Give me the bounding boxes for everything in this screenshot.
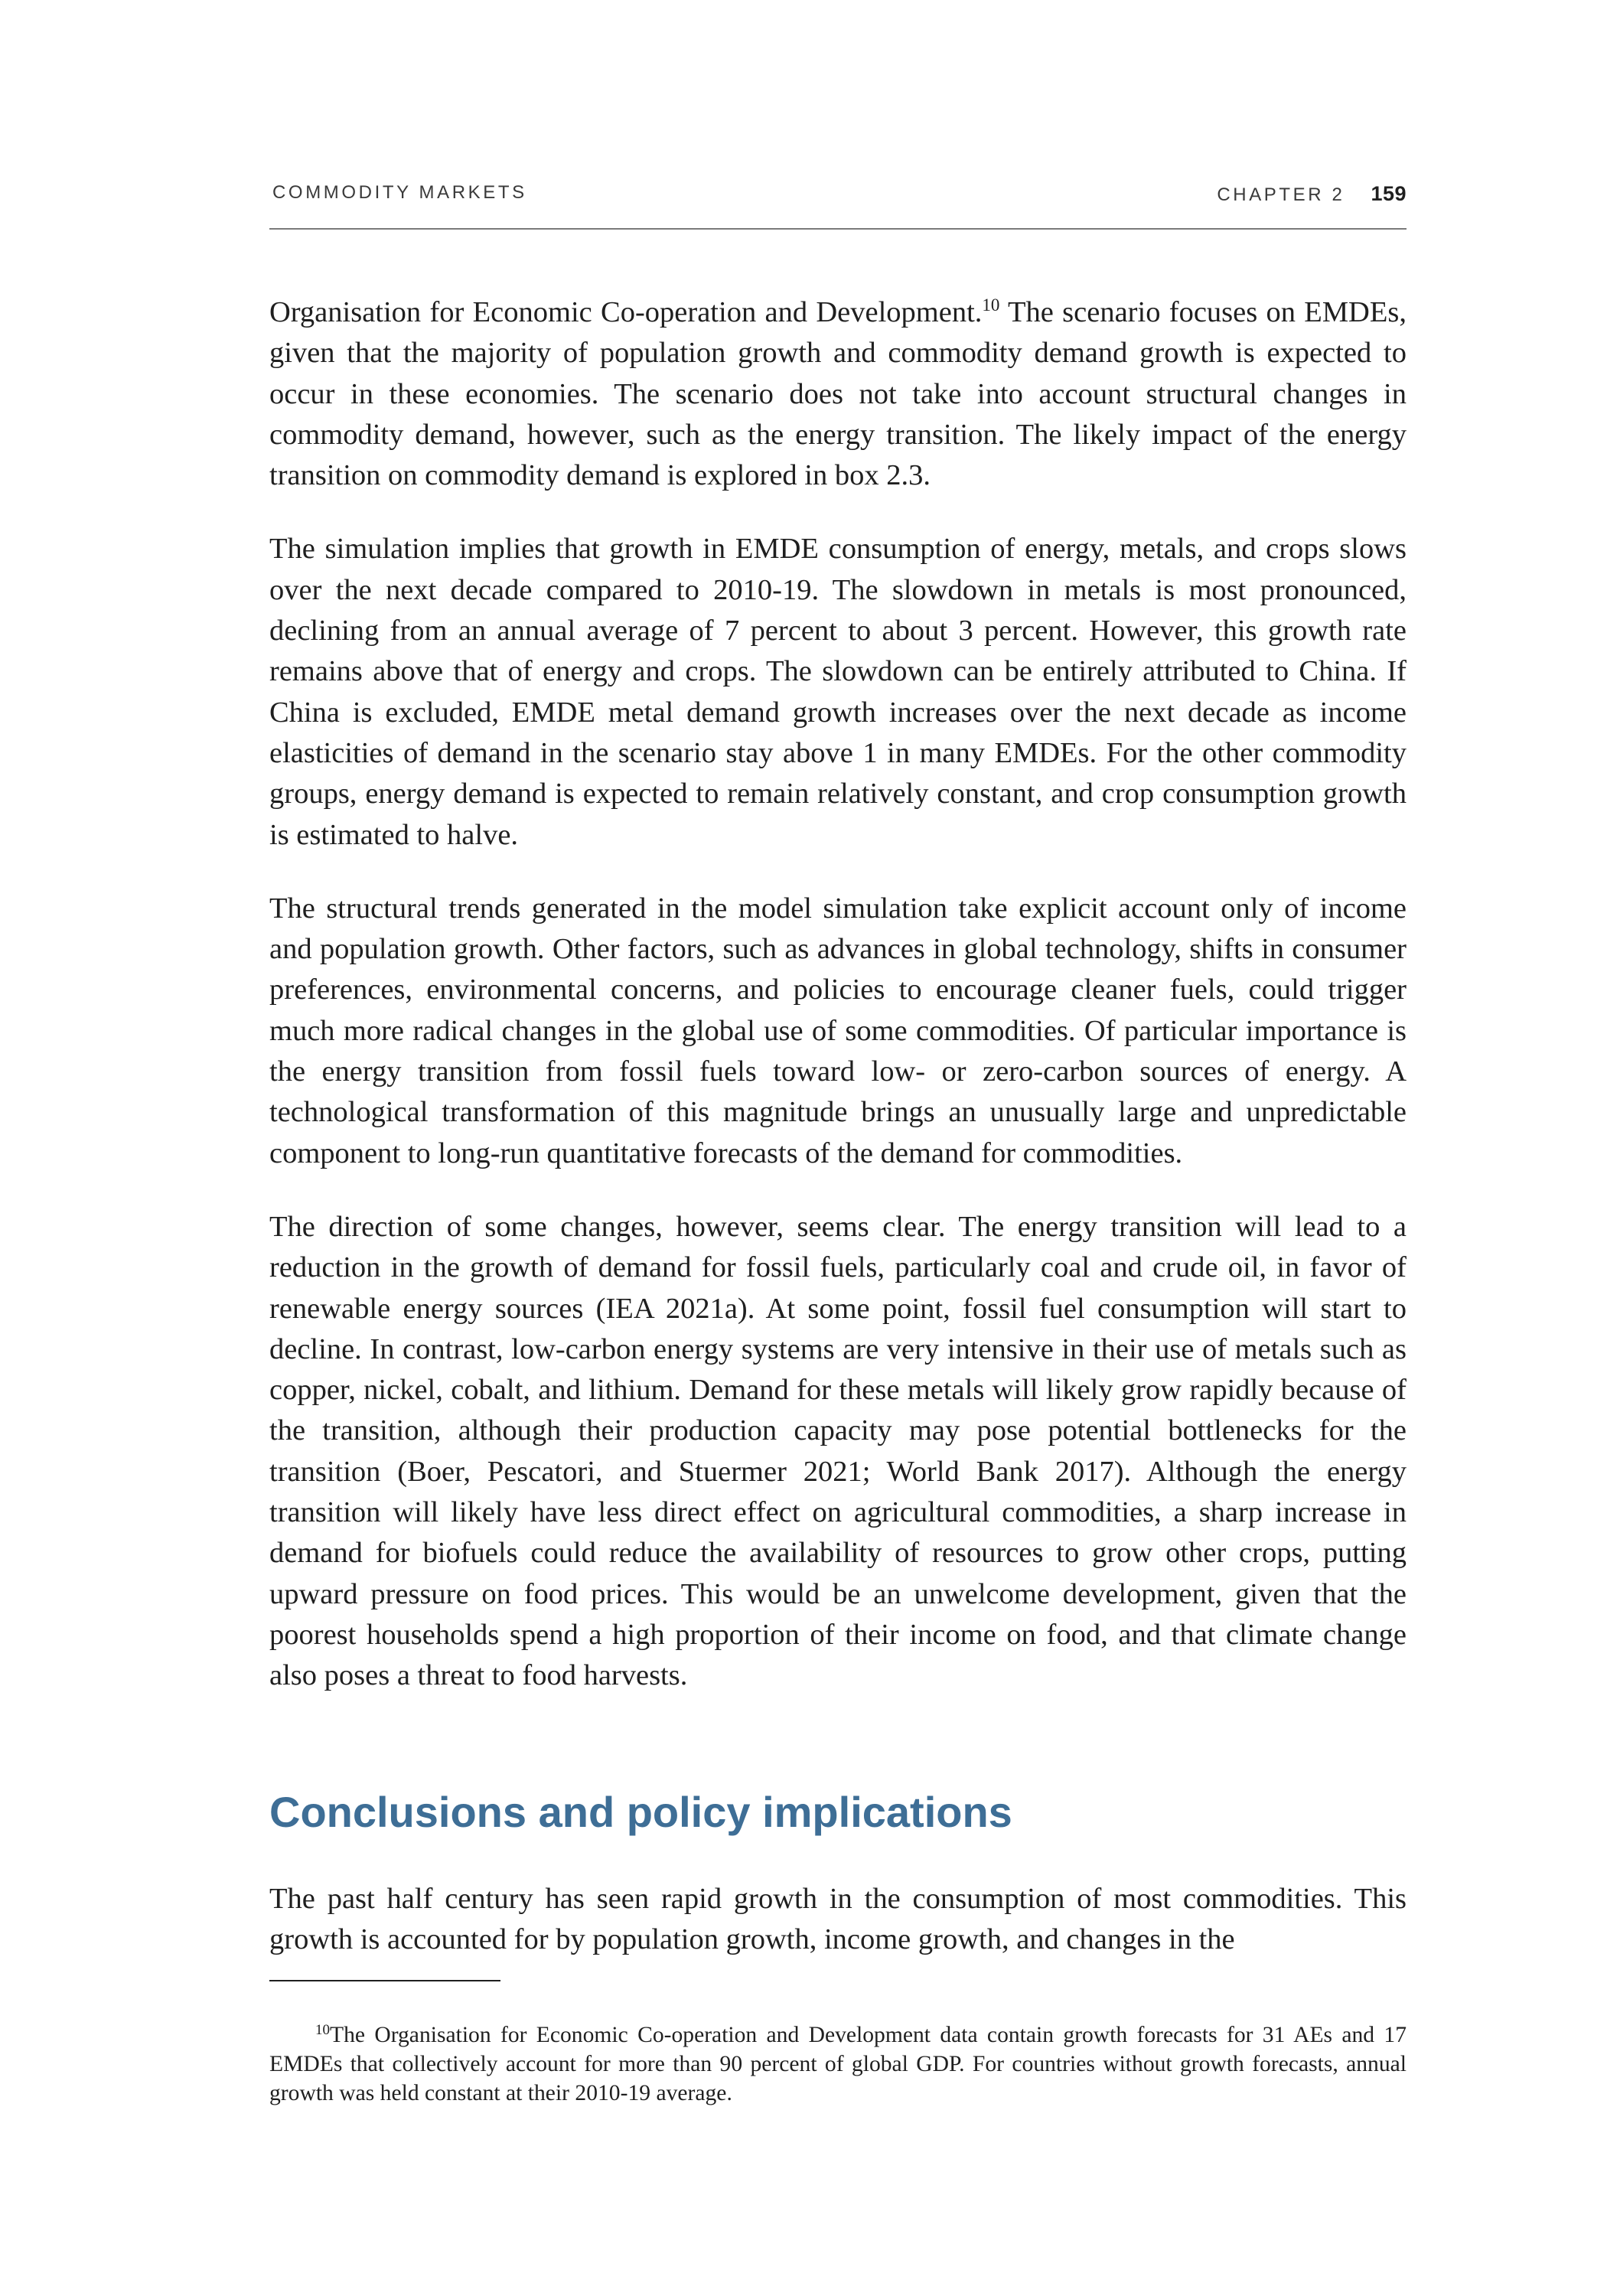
section-heading: Conclusions and policy implications [269,1788,1012,1836]
body-paragraph-2: The simulation implies that growth in EMDE consumption of energy, metals, and crops slows over the next decade compared to 2010-19. The slowdown in metals is most pronounced, declining from an annual average of 7 percent to about 3 percent. However, this growth rate remains above that of energy and crops. The slowdown can be entirely attributed to China. If China is excluded, EMDE metal demand growth increases over the next decade as income elasticities of demand in the scenario stay above 1 in many EMDEs. For the other commodity groups, energy demand is expected to remain relatively constant, and crop consumption growth is estimated to halve. [269,533,1407,851]
paragraph-1-text-a: Organisation for Economic Co-operation and Development. [269,296,983,328]
running-header-chapter: CHAPTER 2 [1217,184,1345,205]
running-header-section: COMMODITY MARKETS [272,182,527,203]
paragraph-1-text-b: The scenario focuses on EMDEs, given that the majority of population growth and commodity demand growth is expected to occur in these economies. The scenario does not take into account structural changes in commodity demand, however, such as the energy transition. The likely impact of the energy transition on commodity demand is explored in box 2.3. [269,296,1407,492]
running-header [269,182,1407,219]
body-text [269,292,1407,1697]
running-header-right [1217,182,1407,206]
section-body-text [269,1879,1407,1961]
footnote-rule [269,1980,500,1981]
footnote-number: 10 [315,2022,330,2038]
section-paragraph-1: The past half century has seen rapid growth in the consumption of most commodities. This growth is accounted for by population growth, income growth, and changes in the [269,1883,1407,1956]
footnote-reference[interactable]: 10 [982,295,1000,315]
body-paragraph-3: The structural trends generated in the model simulation take explicit account only of income and population growth. Other factors, such as advances in global technology, shifts in consumer preferences, environmental concerns, and policies to encourage cleaner fuels, could trigger much more radical changes in the global use of some commodities. Of particular importance is the energy transition from fossil fuels toward low- or zero-carbon sources of energy. A technological transformation of this magnitude brings an unusually large and unpredictable component to long-run quantitative forecasts of the demand for commodities. [269,892,1407,1169]
page-number: 159 [1371,182,1407,205]
body-paragraph-1 [269,292,1407,496]
footnote [269,2020,1407,2108]
body-paragraph-4: The direction of some changes, however, seems clear. The energy transition will lead to a reduction in the growth of demand for fossil fuels, particularly coal and crude oil, in favor of renewable energy sources (IEA 2021a). At some point, fossil fuel consumption will start to decline. In contrast, low-carbon energy systems are very intensive in their use of metals such as copper, nickel, cobalt, and lithium. Demand for these metals will likely grow rapidly because of the transition, although their production capacity may pose potential bottlenecks for the transition (Boer, Pescatori, and Stuermer 2021; World Bank 2017). Although the energy transition will likely have less direct effect on agricultural commodities, a sharp increase in demand for biofuels could reduce the availability of resources to grow other crops, putting upward pressure on food prices. This would be an unwelcome development, given that the poorest households spend a high proportion of their income on food, and that climate change also poses a threat to food harvests. [269,1210,1407,1692]
footnote-text: The Organisation for Economic Co-operation and Development data contain growth forecasts for 31 AEs and 17 EMDEs that collectively account for more than 90 percent of global GDP. For countries without growth forecasts, annual growth was held constant at their 2010-19 average. [269,2023,1407,2105]
header-rule [269,228,1407,230]
